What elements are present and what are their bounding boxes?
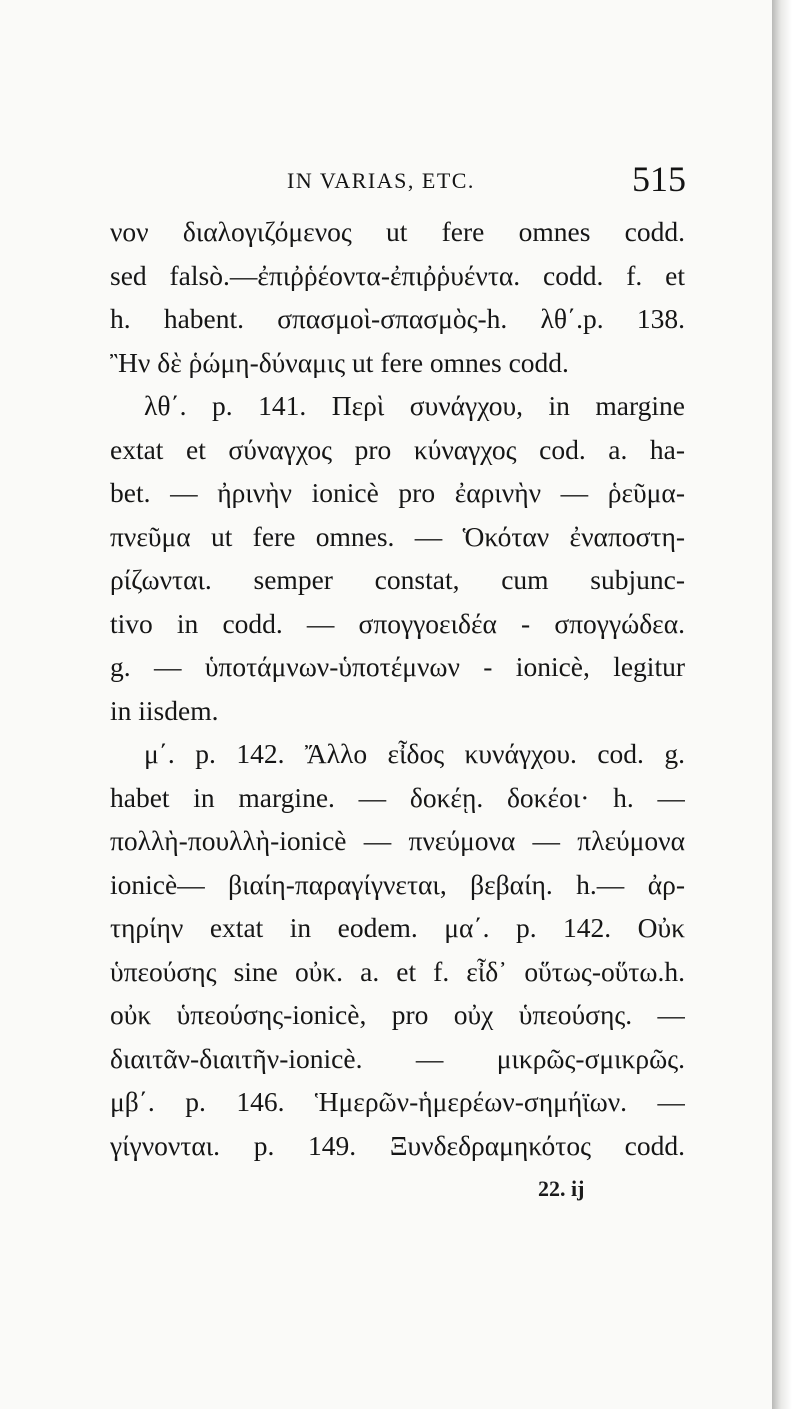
text-line: τηρίην extat in eodem. μα΄. p. 142. Οὐκ <box>110 912 685 943</box>
text-line: λθ΄. p. 141. Περὶ συνάγχου, in margine <box>144 390 685 421</box>
catchword: 22. ij <box>538 1176 585 1201</box>
book-gutter <box>772 0 800 1409</box>
text-line: extat et σύναγχος pro κύναγχος cod. a. ha- <box>110 433 685 465</box>
body-text <box>110 210 685 1167</box>
text-line: μβ΄. p. 146. Ἡμερῶν-ἡμερέων-σημήϊων. — <box>110 1086 685 1117</box>
text-line: sed falsò.—ἐπιῤῥέοντα-ἐπιῤῥυέντα. codd. f. et <box>110 259 685 291</box>
text-line: νον διαλογιζόμενος ut fere omnes codd. <box>110 216 685 247</box>
text-line: in iisdem. <box>110 694 219 726</box>
text-line: ὑπεούσης sine οὐκ. a. et f. εἶδ᾽ οὕτως-οὕτω.h. <box>110 955 685 987</box>
page-header <box>0 159 772 202</box>
text-line: μ΄. p. 142. Ἄλλο εἶδος κυνάγχου. cod. g. <box>144 738 685 769</box>
text-line: διαιτᾶν-διαιτῆν-ionicè. — μικρῶς-σμικρῶς. <box>110 1042 685 1074</box>
text-line: bet. — ἠρινὴν ionicè pro ἐαρινὴν — ῥεῦμα- <box>110 477 685 508</box>
text-line: Ἢν δὲ ῥώμη-δύναμις ut fere omnes codd. <box>110 346 569 378</box>
text-line: tivo in codd. — σπογγοειδέα - σπογγώδεα. <box>110 607 685 639</box>
text-line: h. habent. σπασμοὶ-σπασμὸς-h. λθ΄.p. 138. <box>110 303 685 334</box>
text-line: οὐκ ὑπεούσης-ionicè, pro οὐχ ὑπεούσης. — <box>110 999 685 1030</box>
text-line: g. — ὑποτάμνων-ὑποτέμνων - ionicè, legitur <box>110 651 685 682</box>
text-line: ionicè— βιαίη-παραγίγνεται, βεβαίη. h.— ἀρ- <box>110 868 685 900</box>
text-line: πολλὴ-πουλλὴ-ionicè — πνεύμονα — πλεύμονα <box>110 825 685 856</box>
page-number: 515 <box>632 159 686 199</box>
text-line: ρίζωνται. semper constat, cum subjunc- <box>110 564 685 595</box>
text-line: πνεῦμα ut fere omnes. — Ὁκόταν ἐναποστη- <box>110 520 685 552</box>
text-line: habet in margine. — δοκέῃ. δοκέοι· h. — <box>110 781 685 813</box>
text-line: γίγνονται. p. 149. Ξυνδεδραμηκότος codd. <box>110 1129 685 1161</box>
running-head: IN VARIAS, ETC. <box>287 168 475 193</box>
